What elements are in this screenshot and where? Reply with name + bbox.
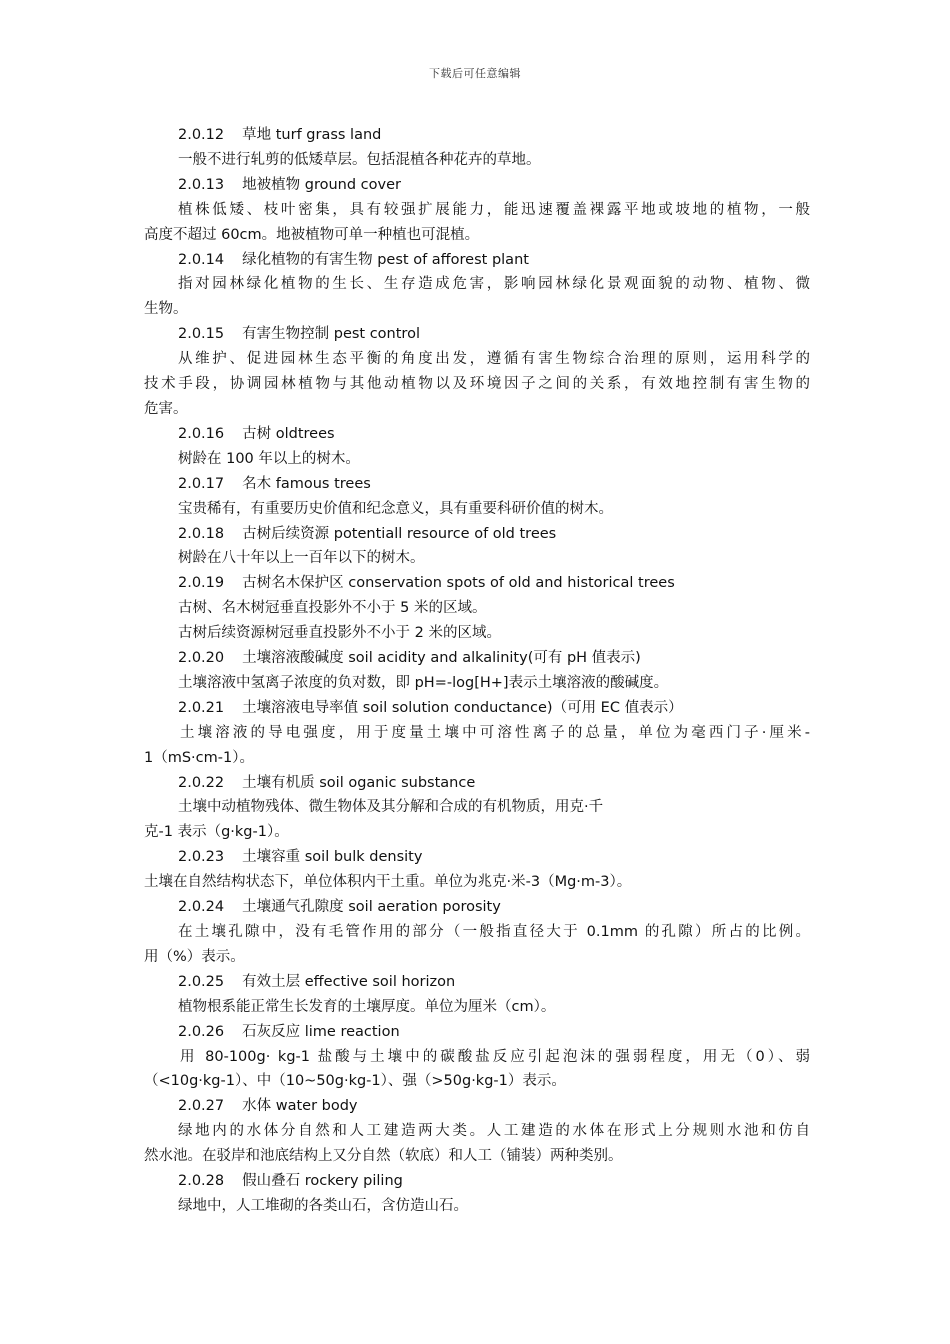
paragraph-line: 克-1 表示（g·kg-1）。 — [144, 824, 289, 841]
paragraph-line: 高度不超过 60cm。地被植物可单一种植也可混植。 — [144, 226, 480, 243]
term-title: 水体 water body — [242, 1098, 358, 1115]
paragraph-line: 用 80-100g· kg-1 盐酸与土壤中的碳酸盐反应引起泡沫的强弱程度，用无（0）、弱 — [180, 1048, 810, 1065]
term-heading — [144, 522, 810, 547]
paragraph-line: 树龄在 100 年以上的树木。 — [178, 450, 360, 467]
term-number: 2.0.28 — [178, 1173, 225, 1190]
term-heading — [144, 771, 810, 796]
paragraph-line: 在土壤孔隙中，没有毛管作用的部分（一般指直径大于 0.1mm 的孔隙）所占的比例。 — [178, 924, 810, 940]
term-number: 2.0.24 — [178, 899, 225, 916]
paragraph-line: 土壤中动植物残体、微生物体及其分解和合成的有机物质，用克·千 — [178, 799, 604, 816]
paragraph-line: 从维护、促进园林生态平衡的角度出发，遵循有害生物综合治理的原则，运用科学的 — [178, 351, 810, 368]
term-number: 2.0.20 — [178, 650, 225, 667]
term-title: 有害生物控制 pest control — [242, 326, 420, 343]
term-number: 2.0.21 — [178, 699, 225, 716]
term-heading — [144, 472, 810, 497]
paragraph-line: 绿地中，人工堆砌的各类山石，含仿造山石。 — [178, 1197, 468, 1214]
term-title: 土壤有机质 soil oganic substance — [242, 774, 476, 791]
paragraph-line: 古树、名木树冠垂直投影外不小于 5 米的区域。 — [178, 600, 487, 617]
paragraph-line: 生物。 — [144, 301, 188, 318]
paragraph-line: 一般不进行轧剪的低矮草层。包括混植各种花卉的草地。 — [178, 151, 541, 168]
term-number: 2.0.26 — [178, 1023, 225, 1040]
term-number: 2.0.25 — [178, 973, 225, 990]
term-heading — [144, 173, 810, 198]
term-title: 古树 oldtrees — [242, 425, 335, 442]
paragraph-line: 古树后续资源树冠垂直投影外不小于 2 米的区域。 — [178, 625, 501, 642]
page-header: 下载后可任意编辑 — [429, 67, 521, 80]
term-heading — [144, 646, 810, 671]
term-title: 古树后续资源 potentiall resource of old trees — [242, 525, 557, 542]
term-heading — [144, 422, 810, 447]
term-title: 土壤溶液酸碱度 soil acidity and alkalinity(可有 pH 值表示) — [242, 650, 641, 667]
term-heading — [144, 895, 810, 920]
paragraph-line: 宝贵稀有，有重要历史价值和纪念意义，具有重要科研价值的树木。 — [178, 500, 613, 517]
term-heading — [144, 970, 810, 995]
term-heading — [144, 1020, 810, 1045]
document-body — [144, 123, 810, 1219]
term-title: 有效土层 effective soil horizon — [242, 973, 456, 990]
term-number: 2.0.22 — [178, 774, 225, 791]
term-heading — [144, 322, 810, 347]
term-heading — [144, 248, 810, 273]
term-title: 古树名木保护区 conservation spots of old and historical trees — [242, 575, 675, 592]
paragraph-line: 然水池。在驳岸和池底结构上又分自然（软底）和人工（铺装）两种类别。 — [144, 1148, 623, 1165]
term-title: 名木 famous trees — [242, 475, 371, 492]
paragraph-line: 用（%）表示。 — [144, 948, 245, 965]
term-heading — [144, 1169, 810, 1194]
paragraph-line: 技术手段，协调园林植物与其他动植物以及环境因子之间的关系，有效地控制有害生物的 — [144, 376, 810, 393]
term-title: 石灰反应 lime reaction — [242, 1023, 400, 1040]
term-title: 土壤通气孔隙度 soil aeration porosity — [242, 899, 501, 916]
term-title: 草地 turf grass land — [242, 127, 382, 143]
paragraph-line: 危害。 — [144, 400, 188, 417]
term-number: 2.0.14 — [178, 251, 225, 268]
term-heading — [144, 1094, 810, 1119]
term-title: 土壤溶液电导率值 soil solution conductance)（可用 EC 值表示） — [242, 699, 683, 716]
term-number: 2.0.17 — [178, 475, 225, 492]
term-heading — [144, 696, 810, 721]
paragraph-line: 1（mS·cm-1）。 — [144, 749, 254, 766]
paragraph-line: 树龄在八十年以上一百年以下的树木。 — [178, 550, 425, 567]
term-heading — [144, 571, 810, 596]
term-number: 2.0.27 — [178, 1098, 225, 1115]
paragraph-line: 土壤溶液中氢离子浓度的负对数，即 pH=-log[H+]表示土壤溶液的酸碱度。 — [178, 674, 669, 691]
term-title: 绿化植物的有害生物 pest of afforest plant — [242, 251, 529, 268]
term-number: 2.0.16 — [178, 425, 225, 442]
term-number: 2.0.13 — [178, 176, 225, 193]
term-heading — [144, 845, 810, 870]
term-heading — [144, 123, 810, 148]
term-number: 2.0.23 — [178, 849, 225, 866]
paragraph-line: 指对园林绿化植物的生长、生存造成危害，影响园林绿化景观面貌的动物、植物、微 — [178, 276, 810, 293]
paragraph-line: 植物根系能正常生长发育的土壤厚度。单位为厘米（cm）。 — [178, 998, 556, 1015]
paragraph-line: 土壤在自然结构状态下，单位体积内干土重。单位为兆克·米-3（Mg·m-3）。 — [144, 874, 632, 891]
term-number: 2.0.12 — [178, 127, 225, 143]
paragraph-line: 植株低矮、枝叶密集，具有较强扩展能力，能迅速覆盖裸露平地或坡地的植物，一般 — [178, 201, 810, 218]
paragraph-line: （<10g·kg-1）、中（10~50g·kg-1）、强（>50g·kg-1）表示。 — [144, 1073, 566, 1090]
paragraph-line: 土壤溶液的导电强度，用于度量土壤中可溶性离子的总量，单位为毫西门子·厘米- — [180, 724, 810, 741]
term-number: 2.0.19 — [178, 575, 225, 592]
term-title: 土壤容重 soil bulk density — [242, 849, 423, 866]
term-title: 假山叠石 rockery piling — [242, 1173, 403, 1190]
term-title: 地被植物 ground cover — [242, 176, 401, 193]
paragraph-line: 绿地内的水体分自然和人工建造两大类。人工建造的水体在形式上分规则水池和仿自 — [178, 1123, 810, 1140]
term-number: 2.0.18 — [178, 525, 225, 542]
term-number: 2.0.15 — [178, 326, 225, 343]
